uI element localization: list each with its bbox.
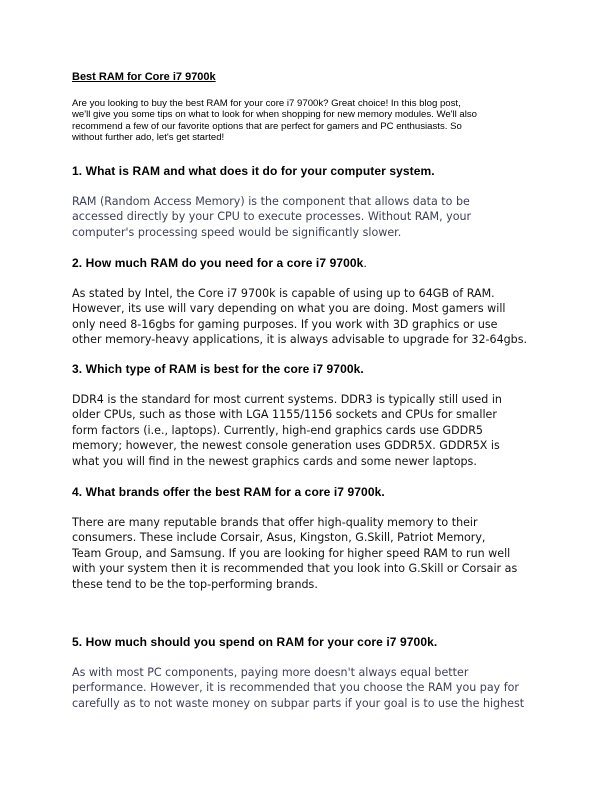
- paragraph-line: consumers. These include Corsair, Asus, Kingston, G.Skill, Patriot Memory,: [72, 531, 486, 545]
- paragraph-line: memory; however, the newest console generation uses GDDR5X. GDDR5X is: [72, 439, 500, 453]
- intro-line: recommend a few of our favorite options that are perfect for gamers and PC enthusiasts. So: [72, 120, 462, 132]
- paragraph-line: these tend to be the top-performing brands.: [72, 577, 318, 591]
- paragraph-line: However, its use will vary depending on what you are doing. Most gamers will: [72, 302, 506, 316]
- section-heading-suffix: .: [363, 256, 367, 270]
- paragraph-line: computer's processing speed would be significantly slower.: [72, 225, 402, 239]
- paragraph-line: other memory-heavy applications, it is always advisable to upgrade for 32-64gbs.: [72, 333, 528, 347]
- intro-line: Are you looking to buy the best RAM for your core i7 9700k? Great choice! In this blog post,: [72, 98, 461, 109]
- paragraph-line: with your system then it is recommended that you look into G.Skill or Corsair as: [72, 562, 518, 576]
- paragraph-line: DDR4 is the standard for most current systems. DDR3 is typically still used in: [72, 393, 502, 406]
- section-heading-text: 5. How much should you spend on RAM for your core i7 9700k.: [72, 635, 438, 649]
- section-paragraph-4: [72, 515, 550, 592]
- section-heading-1: [72, 164, 435, 178]
- paragraph-line: As stated by Intel, the Core i7 9700k is capable of using up to 64GB of RAM.: [72, 287, 495, 300]
- paragraph-line: There are many reputable brands that offer high-quality memory to their: [72, 516, 478, 529]
- paragraph-line: older CPUs, such as those with LGA 1155/1156 sockets and CPUs for smaller: [72, 408, 497, 422]
- paragraph-line: accessed directly by your CPU to execute processes. Without RAM, your: [72, 210, 472, 224]
- intro-line: without further ado, let's get started!: [72, 131, 225, 143]
- page-title: Best RAM for Core i7 9700k: [72, 71, 216, 83]
- section-heading-text: 1. What is RAM and what does it do for your computer system.: [72, 164, 435, 178]
- section-paragraph-3: [72, 392, 550, 469]
- intro-paragraph: [72, 98, 550, 143]
- section-heading-2: [72, 256, 367, 270]
- paragraph-line: what you will find in the newest graphics cards and some newer laptops.: [72, 454, 477, 468]
- paragraph-line: form factors (i.e., laptops). Currently, high-end graphics cards use GDDR5: [72, 423, 483, 437]
- section-heading-text: 3. Which type of RAM is best for the core i7 9700k.: [72, 362, 364, 376]
- section-paragraph-1: [72, 194, 550, 240]
- paragraph-line: carefully as to not waste money on subpar parts if your goal is to use the highest: [72, 696, 525, 710]
- section-heading-4: [72, 485, 385, 499]
- section-paragraph-2: [72, 286, 550, 348]
- paragraph-line: performance. However, it is recommended that you choose the RAM you pay for: [72, 681, 519, 695]
- section-paragraph-5: [72, 665, 550, 711]
- section-heading-text: 2. How much RAM do you need for a core i7 9700k: [72, 256, 364, 270]
- section-heading-5: [72, 635, 437, 649]
- paragraph-line: RAM (Random Access Memory) is the component that allows data to be: [72, 195, 470, 208]
- section-heading-text: 4. What brands offer the best RAM for a core i7 9700k.: [72, 485, 385, 499]
- paragraph-line: As with most PC components, paying more doesn't always equal better: [72, 666, 469, 679]
- section-heading-3: [72, 362, 364, 376]
- paragraph-line: Team Group, and Samsung. If you are looking for higher speed RAM to run well: [72, 546, 511, 560]
- intro-line: we'll give you some tips on what to look for when shopping for new memory modules. We'll also: [72, 109, 478, 121]
- paragraph-line: only need 8-16gbs for gaming purposes. If you work with 3D graphics or use: [72, 317, 498, 331]
